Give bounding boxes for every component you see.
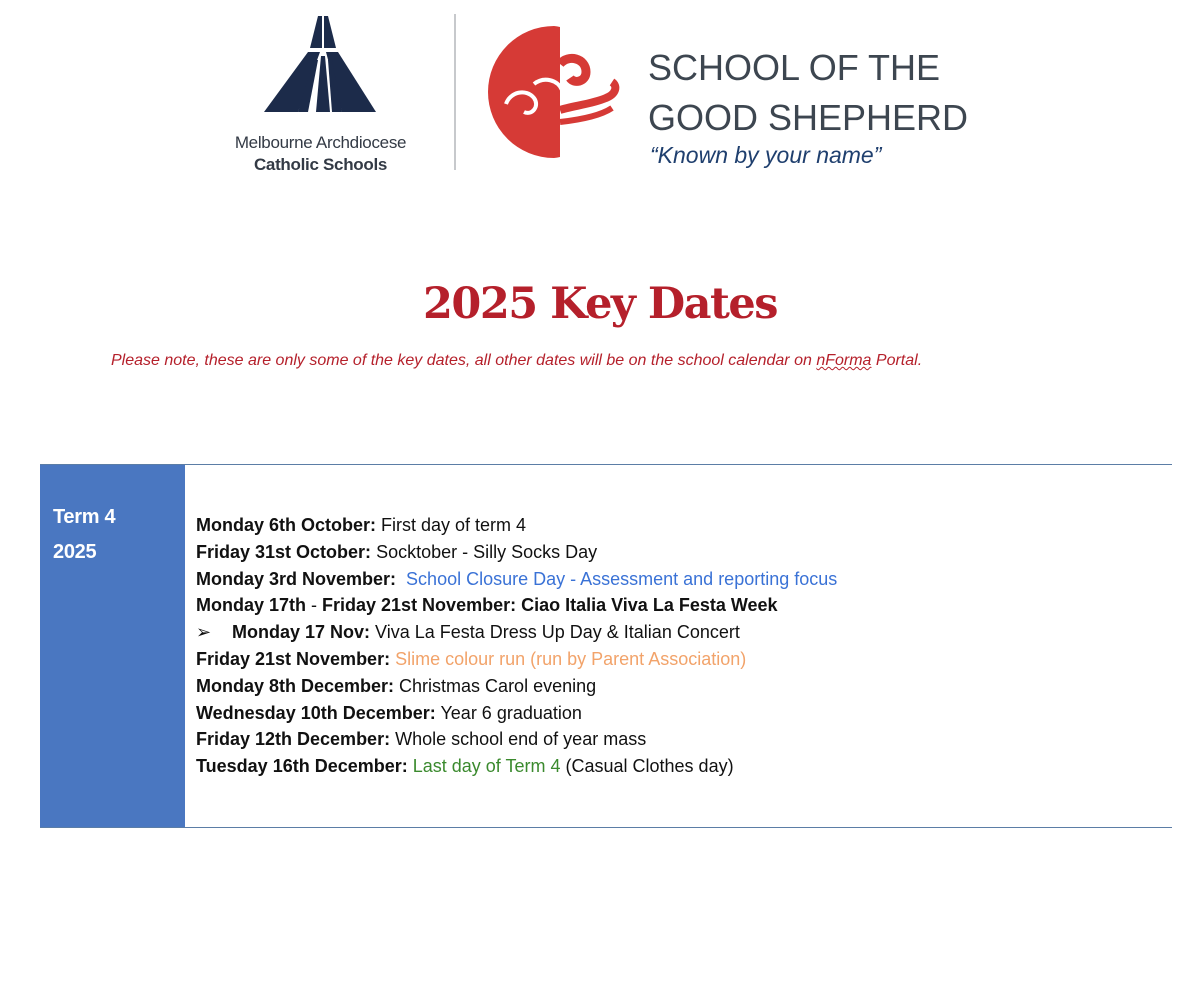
- school-motto: “Known by your name”: [650, 142, 882, 168]
- term-column: [40, 465, 185, 827]
- list-item: [196, 539, 837, 566]
- mac-name-line2: Catholic Schools: [253, 155, 388, 174]
- arrow-bullet-icon: ➢: [196, 622, 212, 643]
- event-date: Monday 17 Nov:: [232, 622, 371, 643]
- list-item: [196, 673, 837, 700]
- event-text: School Closure Day - Assessment and reporting focus: [396, 568, 838, 589]
- nforma-portal-name: nForma: [816, 352, 872, 369]
- key-dates-list: [196, 512, 837, 780]
- event-date: Friday 21st November:: [196, 648, 391, 669]
- list-item: [196, 646, 837, 673]
- event-date: Friday 31st October:: [196, 541, 372, 562]
- list-item: [196, 592, 837, 619]
- list-item: [196, 726, 837, 753]
- page-title: 2025 Key Dates: [423, 279, 777, 329]
- calendar-note: [111, 352, 922, 370]
- term-table: [40, 464, 1172, 828]
- event-text: Year 6 graduation: [435, 702, 582, 723]
- event-date: Wednesday 10th December:: [196, 702, 436, 723]
- event-text: Slime colour run (run by Parent Association): [390, 648, 747, 669]
- event-date: Monday 8th December:: [196, 675, 395, 696]
- note-text-end: Portal.: [871, 352, 923, 369]
- school-name-line1: SCHOOL OF THE: [648, 47, 941, 88]
- event-highlight: Last day of Term 4: [407, 756, 561, 777]
- term-label: [53, 500, 115, 570]
- mac-name-line1: Melbourne Archdiocese: [234, 133, 407, 152]
- list-item: [196, 753, 837, 780]
- school-name-line2: GOOD SHEPHERD: [648, 97, 969, 138]
- event-date: Friday 12th December:: [196, 729, 391, 750]
- event-date-range-end: Friday 21st November: Ciao Italia Viva La Festa Week: [322, 595, 778, 616]
- event-text: (Casual Clothes day): [560, 756, 734, 777]
- list-item: [196, 512, 837, 539]
- page-header: [0, 0, 1200, 190]
- term-label-year: 2025: [53, 541, 97, 563]
- event-text: First day of term 4: [376, 515, 527, 535]
- event-text: Whole school end of year mass: [390, 729, 647, 750]
- event-date: Monday 6th October:: [196, 515, 377, 535]
- mac-cross-icon: [260, 12, 380, 117]
- note-text: Please note, these are only some of the key dates, all other dates will be on the school calendar on: [111, 352, 817, 369]
- mac-logo: [218, 12, 423, 177]
- event-date: Monday 3rd November:: [196, 568, 397, 589]
- event-date: Tuesday 16th December:: [196, 756, 408, 777]
- list-item: [196, 566, 837, 593]
- term-label-term: Term 4: [53, 506, 116, 528]
- logo-divider: [454, 14, 456, 170]
- event-date: Monday 17th: [196, 595, 307, 616]
- event-date-separator: -: [306, 595, 323, 616]
- list-item: [196, 619, 837, 646]
- shepherd-emblem-icon: [488, 24, 623, 160]
- event-text: Socktober - Silly Socks Day: [371, 541, 598, 562]
- list-item: [196, 700, 837, 727]
- event-text: Viva La Festa Dress Up Day & Italian Concert: [370, 622, 740, 643]
- event-text: Christmas Carol evening: [394, 675, 597, 696]
